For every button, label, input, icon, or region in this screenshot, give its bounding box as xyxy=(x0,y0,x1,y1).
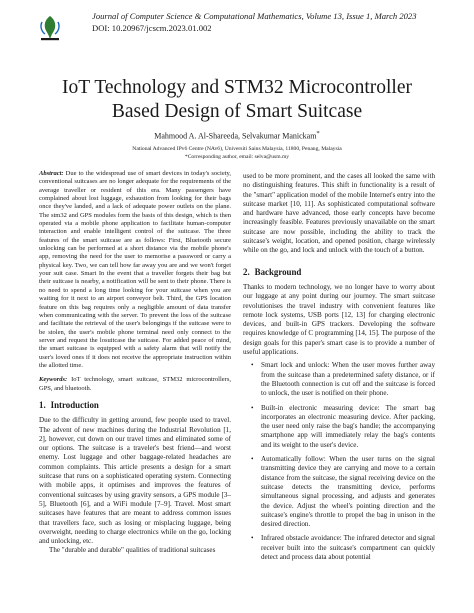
bullet-glyph: • xyxy=(251,403,254,412)
bullet-glyph: • xyxy=(251,455,254,464)
list-item xyxy=(251,534,435,562)
corresponding-email: *Corresponding author, email: selva@usm.my xyxy=(184,154,290,160)
section-paragraph: The "durable and durable" qualities of traditional suitcases xyxy=(49,546,216,555)
keywords-text: IoT technology, smart suitcase, STM32 microcontrollers, GPS, and bluetooth. xyxy=(39,376,231,392)
section-paragraph: Due to the difficulty in getting around, few people used to travel. The advent of new machines during the Industrial Revolution [1, 2], however, cut down on our travel times and eliminated some of our options. The suitcase is a traveler's best friend—and worst enemy. Lost luggage and other baggage-related headaches are common complaints. This article presents a design for a smart suitcase that runs on a sophisticated operating system. Connecting with mobile apps, it optimises and improves the features of conventional suitcases by using gravity sensors, a GPS module [3–5], Bluetooth [6], and a WiFi module [7–9]. Travel. Most smart suitcases have features that are meant to address common issues that travellers face, such as losing or misplacing luggage, being overweight, needing to charge electronics while on the go, locking and unlocking, etc. xyxy=(39,416,231,546)
list-item xyxy=(251,361,435,398)
bullet-glyph: • xyxy=(251,361,254,370)
keywords-label: Keywords: xyxy=(39,376,68,384)
list-item xyxy=(251,403,435,450)
paper-title xyxy=(20,76,454,124)
section-number: 1. xyxy=(39,399,46,410)
affiliation-line: National Advanced IPv6 Centre (NAv6), Universiti Sains Malaysia, 11800, Penang, Malaysia xyxy=(132,146,342,152)
affiliation xyxy=(20,145,454,161)
section-title: Introduction xyxy=(50,399,99,410)
bullet-glyph: • xyxy=(251,534,254,543)
keywords xyxy=(39,376,231,393)
abstract-label: Abstract: xyxy=(39,170,64,177)
continued-paragraph: used to be more prominent, and the cases all looked the same with no distinguishing features. This shift in functionality is a result of the "smart" application model of the mobile Internet's entry into the suitcase market [10, 11]. As sophisticated computational software and hardware have advanced, those early concepts have become increasingly feasible. Features previously unavailable on the smart suitcase are now possible, including the ability to track the suitcase's weight, location, and opened position, charge wirelessly while on the go, and lock and unlock with the touch of a button. xyxy=(243,172,435,255)
author-names: Mahmood A. Al-Shareeda, Selvakumar Manickam xyxy=(154,131,317,141)
section-number: 2. xyxy=(243,266,250,277)
section-heading xyxy=(39,401,231,410)
list-item-text: Built-in electronic measuring device: The smart bag incorporates an electronic measuring device. After packing, the user need only raise the bag's handle; the accompanying smartphone app will immediately relay the bag's contents and its weight to the user's device. xyxy=(261,403,435,449)
journal-logo-icon xyxy=(38,14,62,42)
section-paragraph: Thanks to modern technology, we no longer have to worry about our luggage at any point during our journey. The smart suitcase revolutionises the travel industry with convenient features like remote lock systems, USB ports [12, 13] for charging electronic devices, and built-in GPS trackers. Developing the software requires knowledge of C programming [14, 15]. The purpose of the design goals for this paper's smart case is to provide a number of useful applications. xyxy=(243,282,435,357)
doi-line: DOI: 10.20967/jcscm.2023.01.002 xyxy=(92,23,212,33)
abstract xyxy=(39,170,231,370)
title-line: IoT Technology and STM32 Microcontroller xyxy=(62,77,412,98)
feature-list xyxy=(243,361,435,562)
author-list xyxy=(20,130,454,141)
section-heading xyxy=(243,268,435,277)
list-item-text: Smart lock and unlock: When the user moves further away from the suitcase than a predetermined safety distance, or if the Bluetooth connection is cut off and the suitcase is forced to unlock, the user is notified on their phone. xyxy=(261,361,435,398)
list-item-text: Automatically follow: When the user turns on the signal transmitting device they are carrying and move to a certain distance from the suitcase, the signal receiving device on the suitcase detects the transmitting device, performs simultaneous signal processing, and adjusts and generates the device. Adjust the wheel's pointing direction and the suitcase's engine's throttle to propel the bag in unison in the desired direction. xyxy=(261,455,435,529)
left-column xyxy=(39,170,231,556)
journal-citation: Journal of Computer Science & Computational Mathematics, Volume 13, Issue 1, March 2023 xyxy=(92,11,417,21)
section-title: Background xyxy=(254,266,302,277)
corresponding-mark: * xyxy=(316,130,320,137)
list-item-text: Infrared obstacle avoidance: The infrared detector and signal receiver built into the suitcase's compartment can quickly detect and process data about potential xyxy=(261,534,435,561)
title-line: Based Design of Smart Suitcase xyxy=(111,101,363,122)
list-item xyxy=(251,455,435,529)
abstract-text: Due to the widespread use of smart devices in today's society, conventional suitcases are no longer adequate for the requirements of the average traveller or resident of this era. Many passengers have complained about lost luggage, exhaustion from looking for their bags once they've landed, and a lack of adequate power outlets on the plane. The stm32 and GPS modules form the basis of this design, which is then operated via a mobile phone application to facilitate human-computer interaction and enable intelligent control of the suitcase. The three features of the smart suitcase are as follows: First, Bluetooth secure unlocking can be performed at a short distance via the mobile phone's app, removing the need for the user to memorise a password or carry a physical key. Two, we can tell how far away you are and we won't forget your suit case. Smart In the event that a traveller forgets their bag but their suitcase is nearby, a notification will be sent to their phone. There is no need to spend a long time looking for your suitcase when you are waiting for it next to an airport conveyor belt. Third, the GPS location feature on this bag requires only a negligible amount of data transfer when communicating with the server. To prevent the loss of the suitcase and facilitate the retrieval of the user's belongings if the suitcase were to be stolen, the user's mobile phone terminal need only connect to the server and request the losuitcase the suitcase. For added peace of mind, the smart suitcase is equipped with a safety alarm that will notify the user's loved ones if it does not receive the appropriate instruction within the allotted time. xyxy=(39,170,231,369)
right-column xyxy=(243,172,435,567)
